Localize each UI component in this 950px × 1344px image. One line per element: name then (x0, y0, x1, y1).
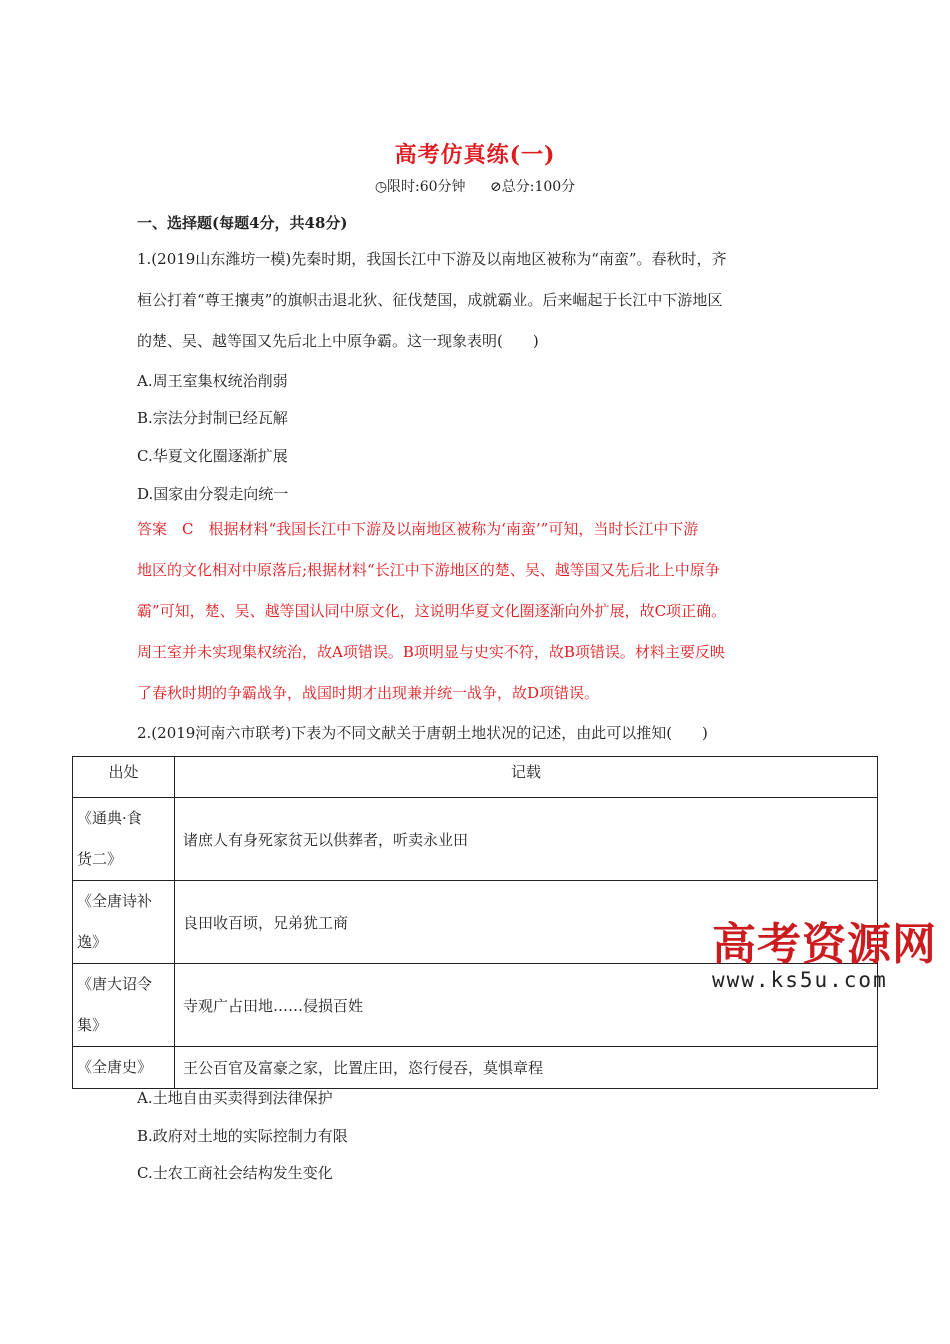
answer-line: 霸”可知，楚、吴、越等国认同中原文化，这说明华夏文化圈逐渐向外扩展，故C项正确。 (137, 602, 727, 620)
q1-answer (137, 509, 813, 714)
section-heading: 一、选择题(每题4分，共48分) (137, 214, 348, 232)
table-row (73, 1047, 878, 1089)
question-1-line: 1.(2019山东潍坊一模)先秦时期，我国长江中下游及以南地区被称为“南蛮”。春秋时，齐 (137, 250, 727, 268)
answer-line: 了春秋时期的争霸战争，战国时期才出现兼并统一战争，故D项错误。 (137, 684, 600, 702)
question-1-line: 桓公打着“尊王攘夷”的旗帜击退北狄、征伐楚国，成就霸业。后来崛起于长江中下游地区 (137, 291, 723, 309)
q1-option-d: D.国家由分裂走向统一 (137, 485, 289, 503)
record-cell: 王公百官及富豪之家，比置庄田，恣行侵吞，莫惧章程 (175, 1047, 878, 1089)
exam-meta (0, 176, 950, 196)
source-line: 逸》 (77, 933, 108, 951)
question-1-stem (137, 239, 813, 362)
record-cell: 寺观广占田地……侵损百姓 (175, 964, 878, 1047)
q2-option-b: B.政府对土地的实际控制力有限 (137, 1127, 348, 1145)
q1-option-b: B.宗法分封制已经瓦解 (137, 409, 288, 427)
source-cell (73, 798, 175, 881)
question-1-line: 的楚、吴、越等国又先后北上中原争霸。这一现象表明( ) (137, 332, 539, 350)
watermark-name: 高考资源网 (712, 919, 937, 970)
answer-line: 周王室并未实现集权统治，故A项错误。B项明显与史实不符，故B项错误。材料主要反映 (137, 643, 725, 661)
q1-option-a: A.周王室集权统治削弱 (137, 372, 288, 390)
source-line: 集》 (77, 1016, 108, 1034)
total-score: ⊘总分:100分 (490, 179, 576, 195)
record-cell: 诸庶人有身死家贫无以供葬者，听卖永业田 (175, 798, 878, 881)
q1-option-c: C.华夏文化圈逐渐扩展 (137, 447, 288, 465)
time-limit: ◷限时:60分钟 (374, 179, 466, 195)
source-line: 《通典·食 (77, 809, 142, 827)
page-title: 高考仿真练(一) (394, 142, 556, 168)
q2-option-a: A.土地自由买卖得到法律保护 (137, 1089, 333, 1107)
answer-line: 答案 C 根据材料“我国长江中下游及以南地区被称为‘南蛮’”可知，当时长江中下游 (137, 520, 699, 538)
watermark-url: www.ks5u.com (712, 968, 888, 992)
source-cell (73, 1047, 175, 1089)
question-2-stem: 2.(2019河南六市联考)下表为不同文献关于唐朝土地状况的记述，由此可以推知( ) (137, 724, 708, 742)
source-cell (73, 881, 175, 964)
source-cell (73, 964, 175, 1047)
header-record: 记载 (175, 757, 878, 798)
source-line: 《全唐史》 (77, 1058, 153, 1076)
source-line: 《全唐诗补 (77, 892, 153, 910)
table-header-row (73, 757, 878, 798)
source-line: 《唐大诏令 (77, 975, 153, 993)
watermark-logo (712, 908, 937, 992)
record-cell: 良田收百顷，兄弟犹工商 (175, 881, 878, 964)
table-row (73, 798, 878, 881)
source-line: 货二》 (77, 850, 123, 868)
answer-line: 地区的文化相对中原落后;根据材料“长江中下游地区的楚、吴、越等国又先后北上中原争 (137, 561, 720, 579)
header-source: 出处 (73, 757, 175, 798)
q2-option-c: C.士农工商社会结构发生变化 (137, 1164, 333, 1182)
